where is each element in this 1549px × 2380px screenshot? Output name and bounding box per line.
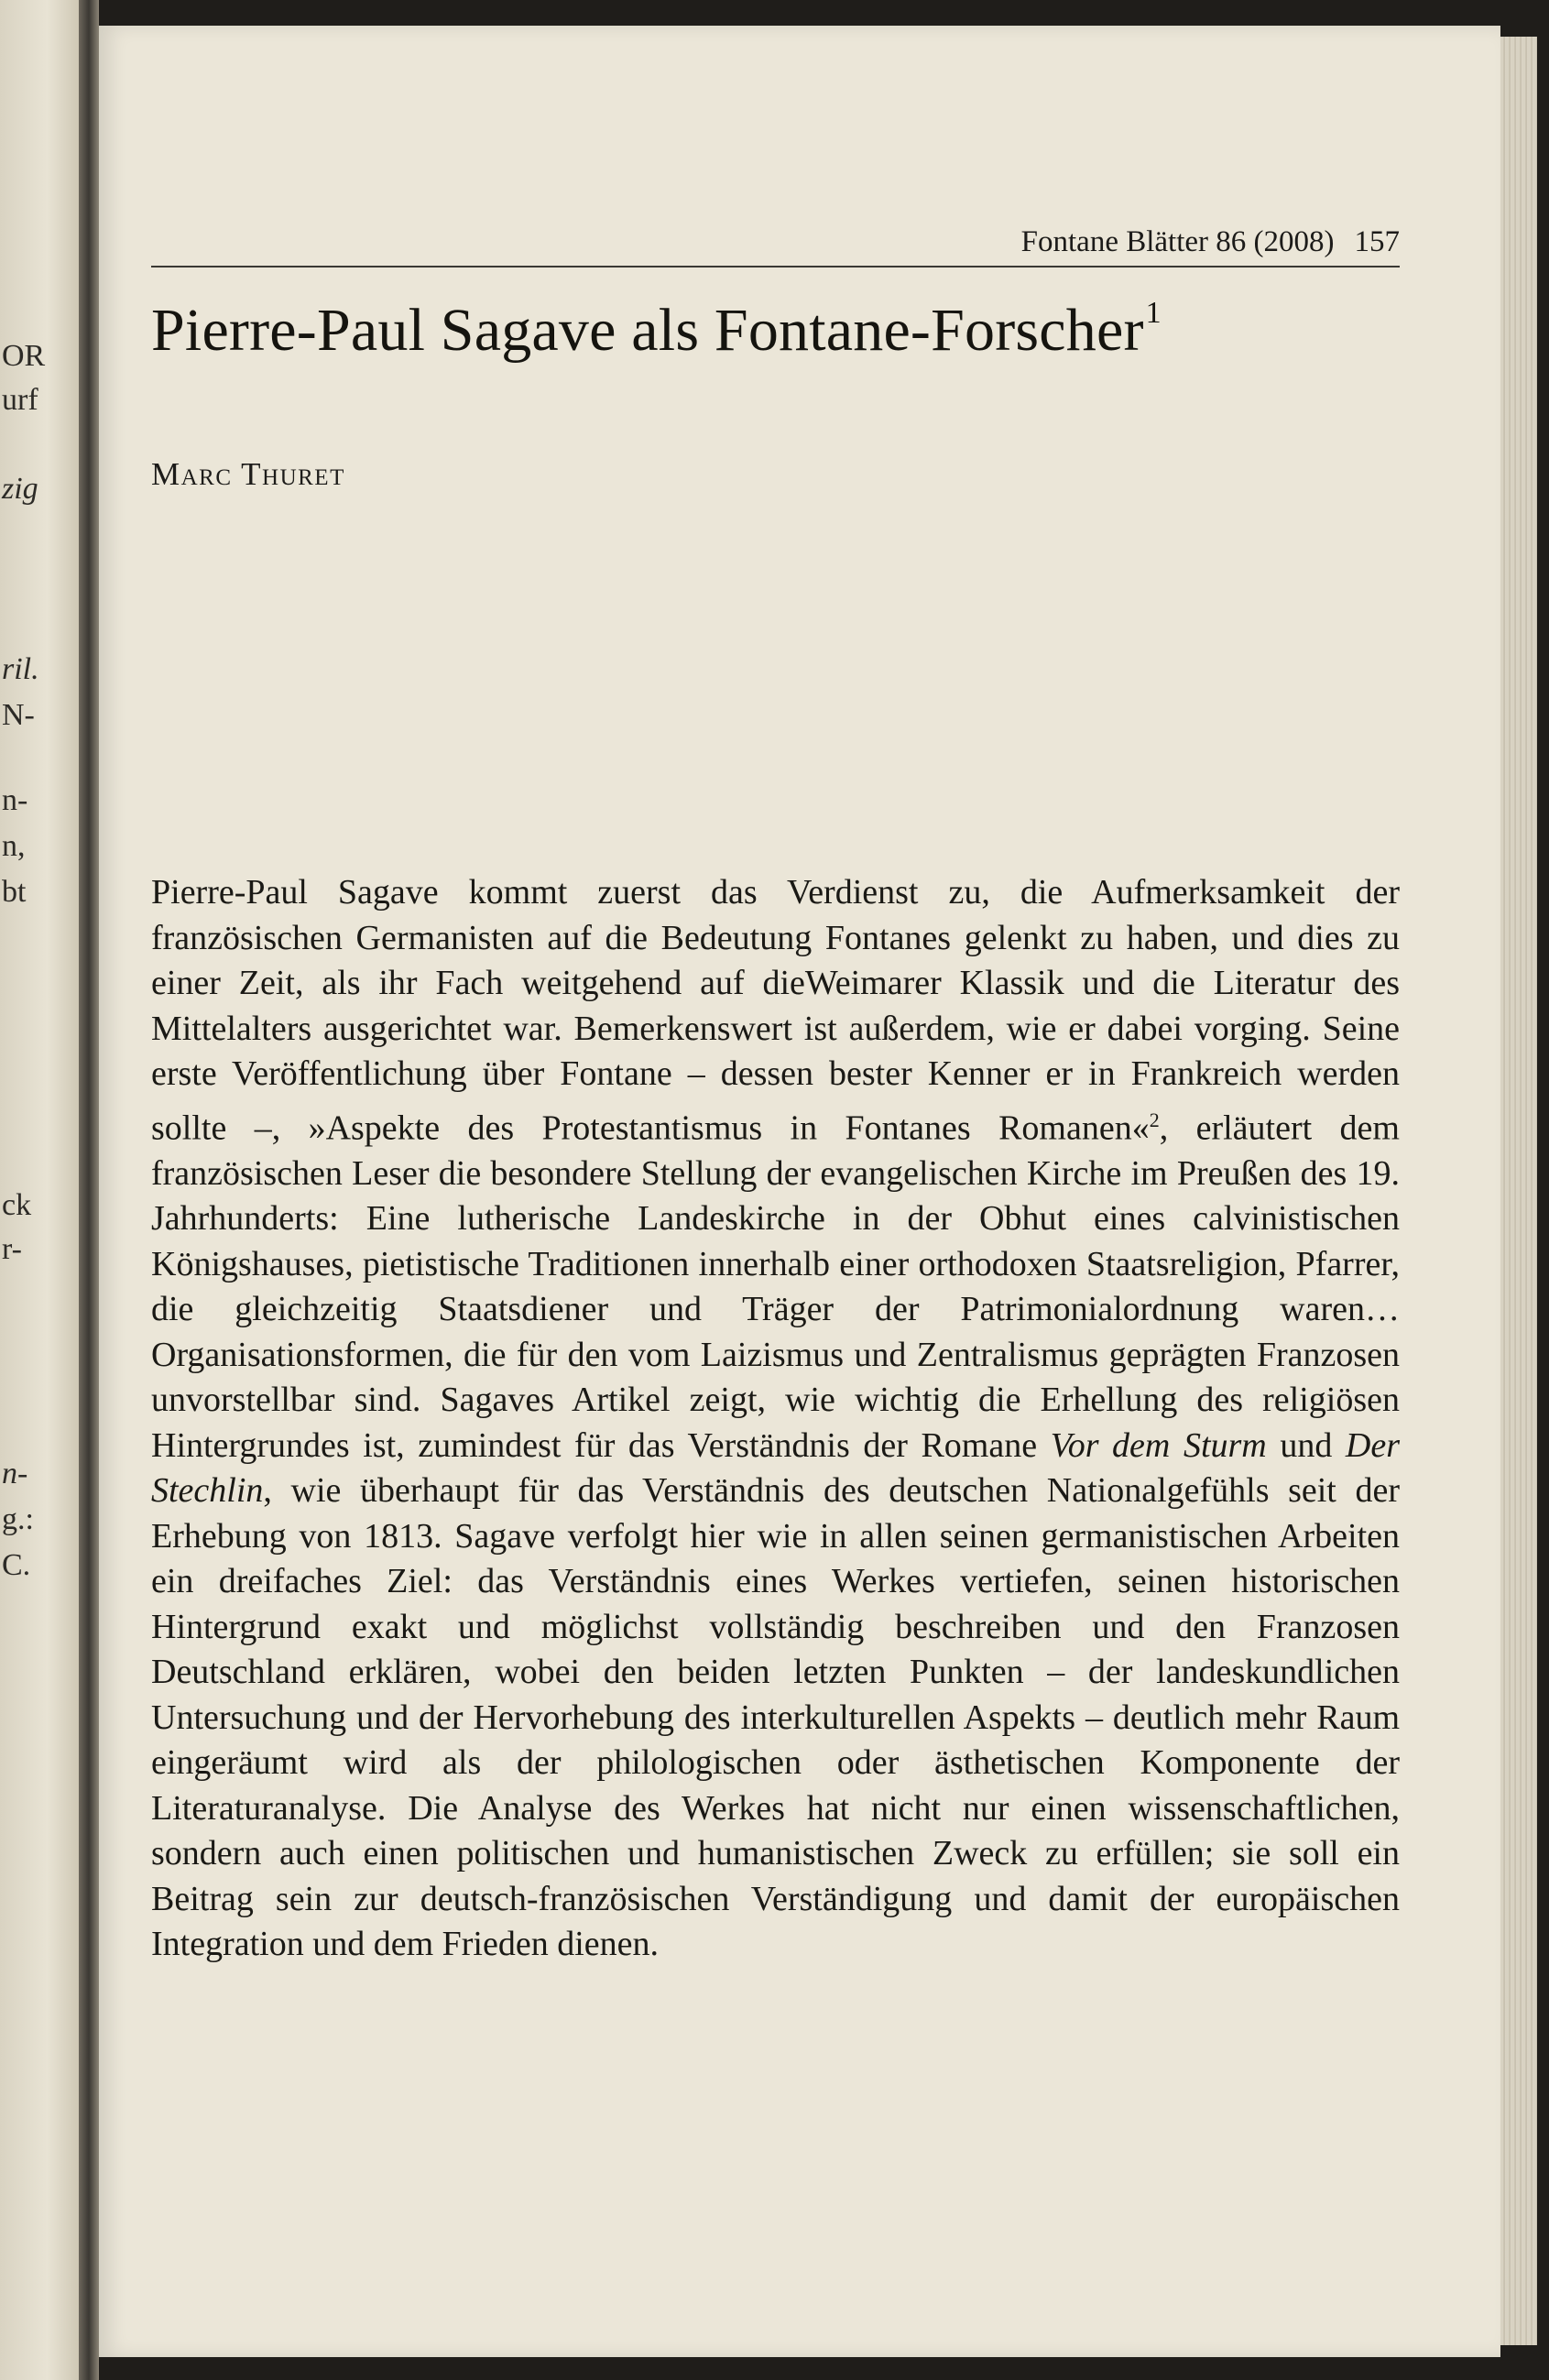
facing-page-fragment: bt — [2, 875, 27, 909]
article-title-text: Pierre-Paul Sagave als Fontane-Forscher — [151, 297, 1144, 364]
body-paragraph — [151, 870, 1400, 1968]
facing-page-fragment: n, — [2, 829, 26, 863]
work-title: Der Stechlin — [151, 1425, 1401, 1511]
facing-page-fragment: n- — [2, 783, 28, 817]
footnote-marker-1: 1 — [1145, 296, 1162, 330]
work-title: Vor dem Sturm — [1050, 1425, 1267, 1465]
book-page — [99, 26, 1500, 2357]
book-gutter — [79, 0, 99, 2380]
facing-page-fragment: n- — [2, 1457, 28, 1490]
running-head — [99, 225, 1400, 259]
facing-page-fragment: C. — [2, 1548, 31, 1582]
facing-page-fragment: ril. — [2, 652, 39, 686]
facing-page-fragment: OR — [2, 339, 46, 373]
facing-page-fragment: ck — [2, 1188, 32, 1222]
facing-page-edge — [0, 0, 79, 2380]
paragraph-text: , wie überhaupt für das Verständnis des deutschen Nationalgefühls seit der Erhebung von 1813. Sagave verfolgt hier wie in allen seinen germanistischen Arbeiten ein dreifaches Ziel: das Verständnis eines Werkes vertiefen, seinen historischen Hintergrund exakt und möglichst vollständig beschreiben und den Franzosen Deutschland erklären, wobei den beiden letzten Punkten – der landeskundlichen Untersuchung und der Hervorhebung des interkulturellen Aspekts – deutlich mehr Raum eingeräumt wird als der philologischen oder ästhetischen Komponente der Literaturanalyse. Die Analyse des Werkes hat nicht nur einen wissenschaftlichen, sondern auch einen politischen und humanistischen Zweck zu erfüllen; sie soll ein Beitrag sein zur deutsch-französischen Verständigung und damit der europäischen Integration und dem Frieden dienen. — [151, 1471, 1400, 1964]
article-body — [151, 870, 1400, 1968]
facing-page-fragment: N- — [2, 698, 35, 732]
page-number: 157 — [1354, 225, 1400, 258]
paragraph-text: und — [1266, 1425, 1346, 1465]
facing-page-fragment: zig — [2, 472, 38, 506]
paragraph-text: , erläutert dem französischen Leser die besondere Stellung der evangelischen Kirche im Preußen des 19. Jahrhunderts: Eine lutherische Landeskirche in der Obhut eines calvinistischen Königshauses, pietistische Traditionen innerhalb einer orthodoxen Staatsreligion, Pfarrer, die gleichzeitig Staatsdiener und Träger der Patrimonialordnung waren… Organisationsformen, die für den vom Laizismus und Zentralismus geprägten Franzosen unvorstellbar sind. Sagaves Artikel zeigt, wie wichtig die Erhellung des religiösen Hintergrundes ist, zumindest für das Verständnis der Romane — [151, 1108, 1400, 1465]
facing-page-fragment: urf — [2, 383, 38, 417]
facing-page-fragment: g.: — [2, 1502, 34, 1536]
journal-citation: Fontane Blätter 86 (2008) — [1020, 225, 1335, 258]
page-stack-edge — [1500, 37, 1537, 2345]
article-title — [151, 296, 1400, 366]
header-rule — [151, 266, 1400, 267]
facing-page-fragment: r- — [2, 1232, 22, 1266]
footnote-marker-2: 2 — [1149, 1108, 1160, 1131]
paragraph-text: Pierre-Paul Sagave kommt zuerst das Verdienst zu, die Aufmerksamkeit der französischen Germanisten auf die Bedeutung Fontanes gelenkt zu haben, und dies zu einer Zeit, als ihr Fach weitgehend auf dieWeimarer Klassik und die Literatur des Mittelalters ausgerichtet war. Bemerkenswert ist außerdem, wie er dabei vorging. Seine erste Veröffentlichung über Fontane – dessen bester Kenner er in Frankreich werden sollte –, »Aspekte des Protestantismus in Fontanes Romanen« — [151, 873, 1400, 1148]
article-author: Marc Thuret — [151, 456, 345, 492]
